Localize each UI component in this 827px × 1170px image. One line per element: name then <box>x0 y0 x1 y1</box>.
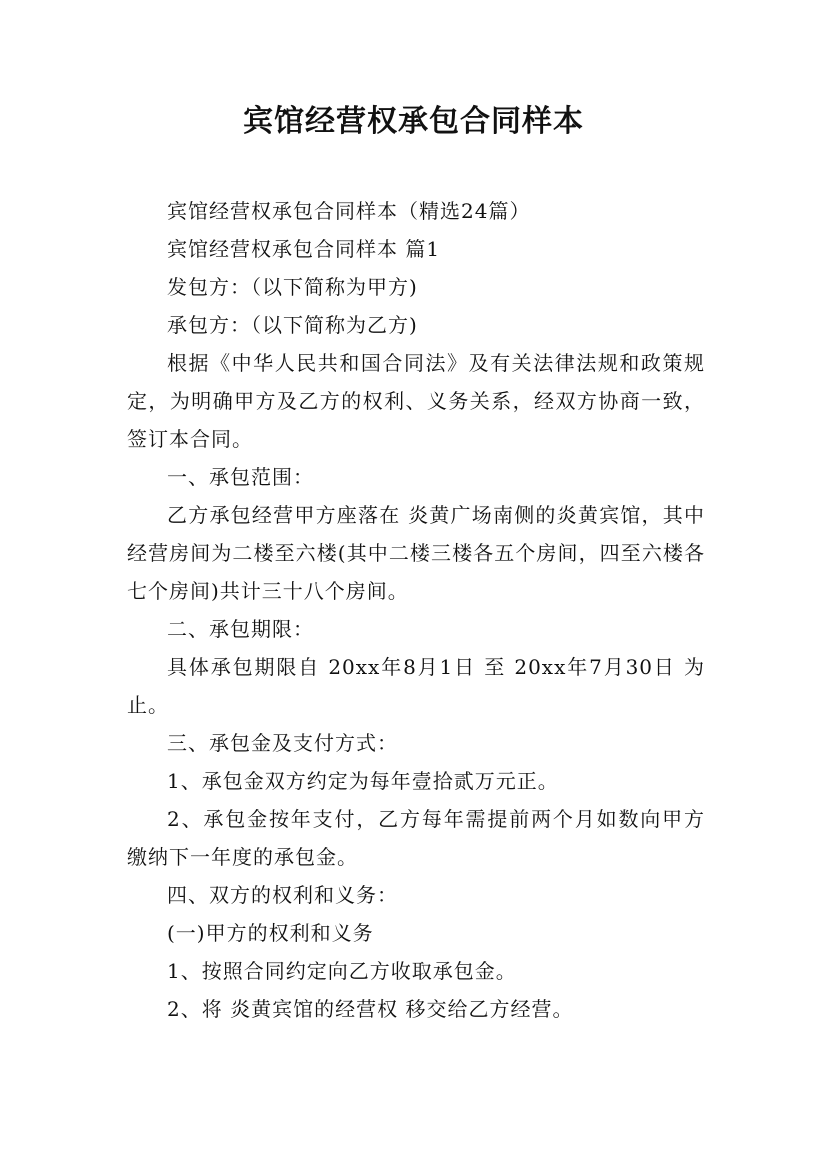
paragraph-party-a-right-1: 1、按照合同约定向乙方收取承包金。 <box>167 959 517 983</box>
section-heading-rights: 四、双方的权利和义务： <box>167 883 398 907</box>
paragraph-term: 具体承包期限自 20xx年8月1日 至 20xx年7月30日 为止。 <box>127 655 705 717</box>
paragraph-payment-1: 1、承包金双方约定为每年壹拾贰万元正。 <box>167 769 559 793</box>
paragraph-subtitle: 宾馆经营权承包合同样本（精选24篇） <box>167 199 531 223</box>
section-heading-scope: 一、承包范围： <box>167 465 314 489</box>
paragraph-chapter-heading: 宾馆经营权承包合同样本 篇1 <box>167 237 441 261</box>
document-title: 宾馆经营权承包合同样本 <box>243 104 584 139</box>
paragraph-payment-2: 2、承包金按年支付，乙方每年需提前两个月如数向甲方缴纳下一年度的承包金。 <box>127 807 705 869</box>
document-body <box>127 192 705 1028</box>
paragraph-party-a-right-2: 2、将 炎黄宾馆的经营权 移交给乙方经营。 <box>167 997 574 1021</box>
paragraph-scope: 乙方承包经营甲方座落在 炎黄广场南侧的炎黄宾馆，其中经营房间为二楼至六楼(其中二楼三楼各五个房间，四至六楼各七个房间)共计三十八个房间。 <box>127 503 705 603</box>
section-heading-payment: 三、承包金及支付方式： <box>167 731 398 755</box>
section-heading-term: 二、承包期限： <box>167 617 314 641</box>
paragraph-party-b: 承包方：（以下简称为乙方) <box>167 313 418 337</box>
paragraph-party-a: 发包方：（以下简称为甲方) <box>167 275 418 299</box>
subsection-heading-party-a: (一)甲方的权利和义务 <box>167 921 374 945</box>
paragraph-preamble: 根据《中华人民共和国合同法》及有关法律法规和政策规定，为明确甲方及乙方的权利、义务关系，经双方协商一致，签订本合同。 <box>127 351 705 451</box>
